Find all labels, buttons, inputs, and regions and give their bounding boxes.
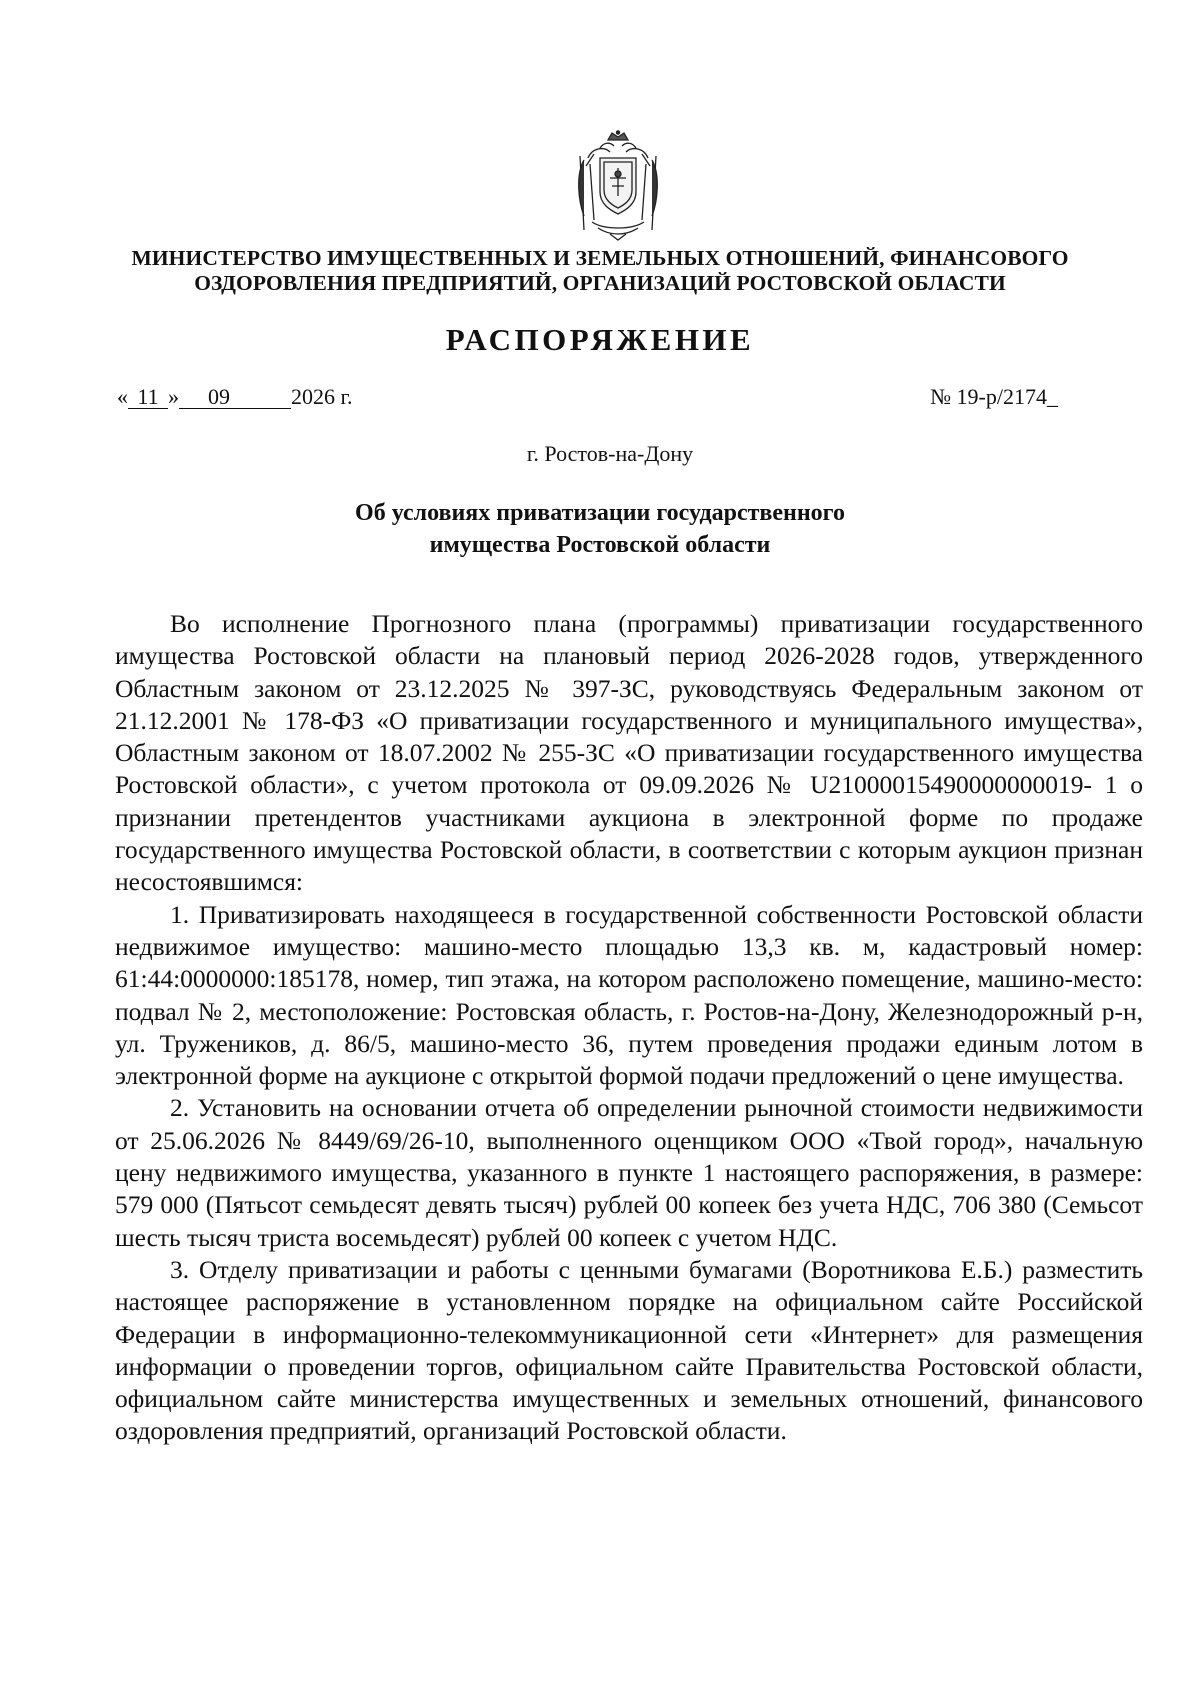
item-2-paragraph: 2. Установить на основании отчета об определении рыночной стоимости недвижимости от 25.06.2026 № 8449/69/26-10, выполненного оценщиком ООО «Твой город», начальную цену недвижимого имущества, указанного в пункте 1 настоящего распоряжения, в размере: 579 000 (Пятьсот семьдесят девять тысяч) рублей 00 копеек без учета НДС, 706 380 (Семьсот шесть тысяч триста восемьдесят) рублей 00 копеек с учетом НДС.: [115, 1093, 1143, 1252]
subject-line-1: Об условиях приватизации государственного: [355, 500, 845, 526]
date-day: 11: [128, 386, 168, 409]
document-date: [117, 384, 353, 410]
document-subject: [0, 497, 1200, 561]
preamble-paragraph: Во исполнение Прогнозного плана (программы) приватизации государственного имущества Ростовской области на плановый период 2026-2028 годов, утвержденного Областным законом от 23.12.2025 № 397-ЗС, руководствуясь Федеральным законом от 21.12.2001 № 178-ФЗ «О приватизации государственного и муниципального имущества», Областным законом от 18.07.2002 № 255-ЗС «О приватизации государственного имущества Ростовской области», с учетом протокола от 09.09.2026 № U21000015490000000019- 1 о признании претендентов участниками аукциона в электронной форме по продаже государственного имущества Ростовской области, в соответствии с которым аукцион признан несостоявшимся:: [115, 609, 1143, 897]
item-1-paragraph: 1. Приватизировать находящееся в государственной собственности Ростовской области недвижимое имущество: машино-место площадью 13,3 кв. м, кадастровый номер: 61:44:0000000:185178, номер, тип этажа, на котором расположено помещение, машино-место: подвал № 2, местоположение: Ростовская область, г. Ростов-на-Дону, Железнодорожный р-н, ул. Тружеников, д. 86/5, машино-место 36, путем проведения продажи единым лотом в электронной форме на аукционе с открытой формой подачи предложений о цене имущества.: [115, 899, 1143, 1091]
ministry-line-2: ОЗДОРОВЛЕНИЯ ПРЕДПРИЯТИЙ, ОРГАНИЗАЦИЙ РОСТОВСКОЙ ОБЛАСТИ: [194, 271, 1006, 295]
document-city: г. Ростов-на-Дону: [526, 441, 694, 466]
date-year: 2026 г.: [291, 384, 353, 409]
date-quote-open: «: [117, 384, 128, 409]
date-month: 09: [179, 386, 259, 409]
document-body: [115, 608, 1143, 1448]
document-number: № 19-р/2174_: [930, 384, 1058, 409]
coat-of-arms-emblem-icon: [570, 130, 666, 242]
date-quote-close: »: [168, 384, 179, 409]
ministry-line-1: МИНИСТЕРСТВО ИМУЩЕСТВЕННЫХ И ЗЕМЕЛЬНЫХ ОТНОШЕНИЙ, ФИНАНСОВОГО: [131, 246, 1069, 270]
ministry-name: [0, 246, 1200, 296]
subject-line-2: имущества Ростовской области: [429, 532, 771, 558]
document-type-title: РАСПОРЯЖЕНИЕ: [445, 322, 755, 357]
item-3-paragraph: 3. Отделу приватизации и работы с ценными бумагами (Воротникова Е.Б.) разместить настоящее распоряжение в установленном порядке на официальном сайте Российской Федерации в информационно-телекоммуникационной сети «Интернет» для размещения информации о проведении торгов, официальном сайте Правительства Ростовской области, официальном сайте министерства имущественных и земельных отношений, финансового оздоровления предприятий, организаций Ростовской области.: [115, 1254, 1143, 1446]
date-spacer: [259, 386, 291, 409]
